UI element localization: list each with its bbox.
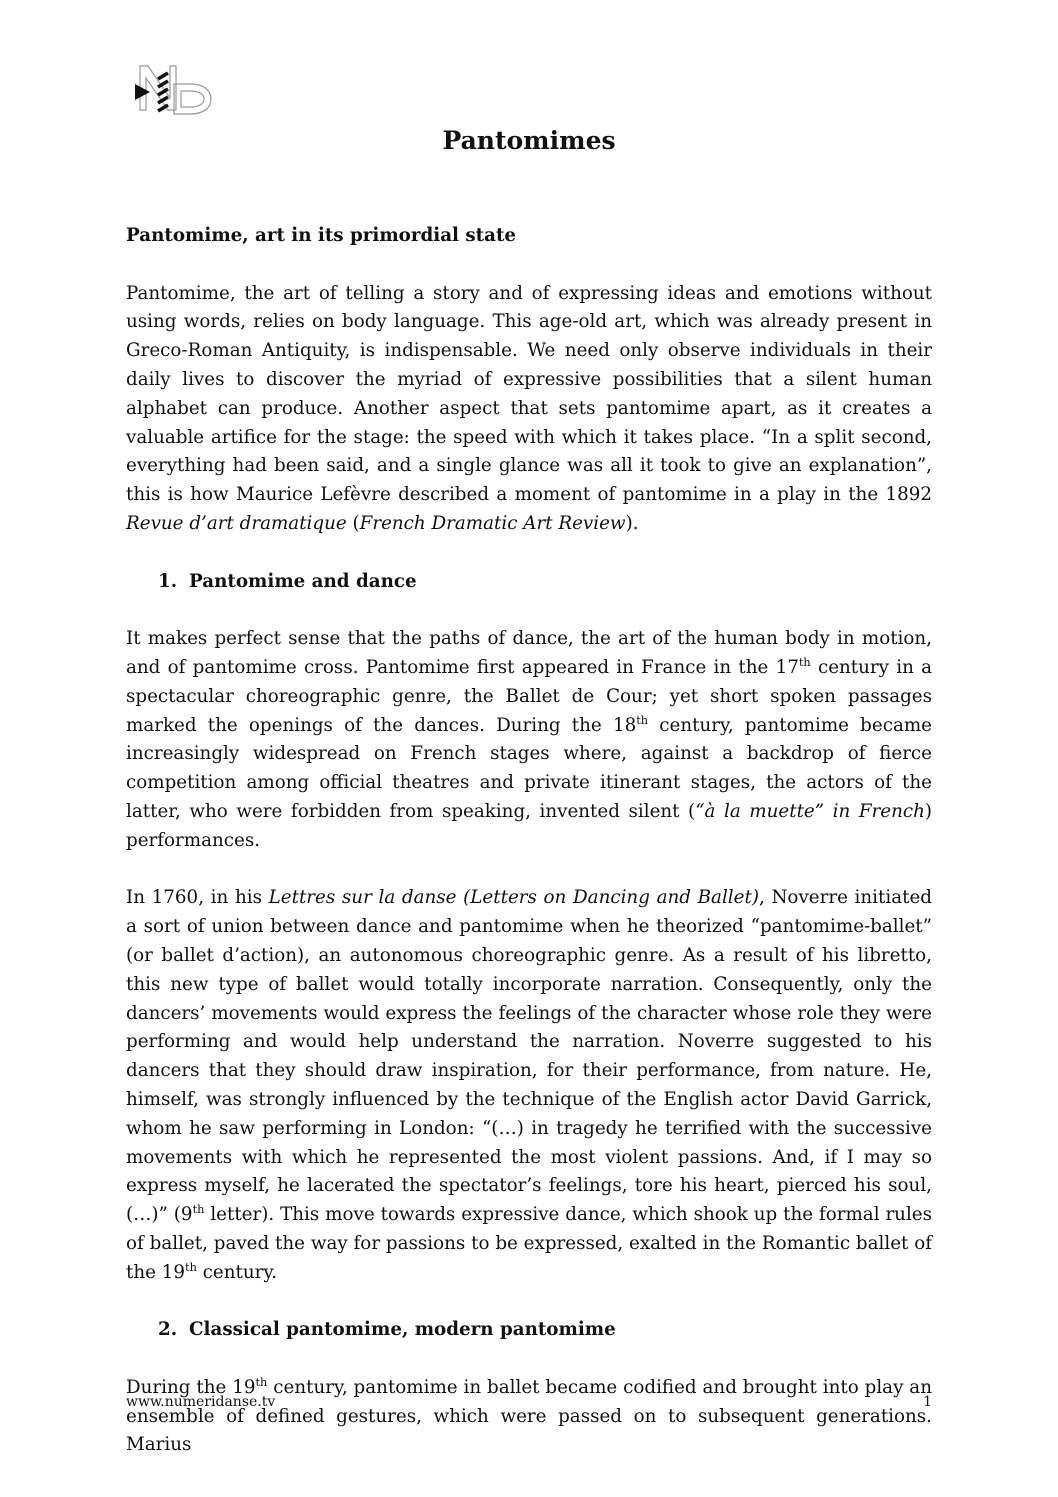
superscript: th	[192, 1202, 205, 1216]
page-title: Pantomimes	[442, 126, 616, 155]
text-run: century, pantomime in ballet became codified and brought into play an ensemble of defined gestures, which were passed on to subsequent generations. Marius	[126, 1376, 932, 1456]
superscript: th	[798, 654, 811, 669]
section2-paragraph-1	[126, 1374, 932, 1460]
section-heading-1	[158, 568, 932, 597]
italic-title: Lettres sur la danse (Letters on Dancing and Ballet)	[268, 887, 759, 909]
text-run: century.	[196, 1261, 278, 1283]
text-run: In 1760, in his	[126, 887, 269, 909]
section-heading-2	[158, 1316, 932, 1345]
superscript: th	[255, 1374, 268, 1389]
text-run: , Noverre initiated a sort of union between dance and pantomime when he theorized “pantomime-ballet” (or ballet d’action), an autonomous choreographic genre. As a result of his libretto, this new type of ballet would totally incorporate narration. Consequently, only the dancers’ movements would express the feelings of the character whose role they were performing and would help understand the narration. Noverre suggested to his dancers that they should draw inspiration, for their performance, from nature. He, himself, was strongly influenced by the technique of the English actor David Garrick, whom he saw performing in London: “(…) in tragedy he terrified with the successive movements with which he represented the most violent passions. And, if I may so express myself, he lacerated the spectator’s feelings, tore his heart, pierced his soul, (…)” (9	[126, 887, 932, 1226]
italic-title: Revue d’art dramatique	[126, 512, 347, 534]
text-run: letter). This move towards expressive dance, which shook up the formal rules of ballet, paved the way for passions to be expressed, exalted in the Romantic ballet of the 19	[126, 1204, 933, 1283]
document-body	[126, 222, 932, 1460]
section-title: Classical pantomime, modern pantomime	[189, 1319, 616, 1341]
text-run: century, pantomime became increasingly widespread on French stages where, against a backdrop of fierce competition among official theatres and private itinerant stages, the actors of the latter, who were forbidden from speaking, invented silent (	[126, 714, 932, 822]
section-title: Pantomime and dance	[189, 570, 417, 592]
section1-paragraph-1	[126, 625, 932, 855]
text-run: (	[346, 512, 360, 534]
intro-paragraph	[126, 280, 932, 539]
superscript: th	[636, 712, 649, 727]
italic-title: French Dramatic Art Review	[359, 512, 626, 534]
italic-phrase: “à la muette” in French	[695, 800, 925, 822]
text-run: During the 19	[126, 1376, 256, 1398]
nd-logo-icon	[134, 62, 214, 116]
section1-paragraph-2	[126, 884, 932, 1287]
text-run: It makes perfect sense that the paths of dance, the art of the human body in motion, and of pantomime cross. Pantomime first appeared in France in the 17	[126, 628, 932, 678]
section-number: 2.	[158, 1319, 178, 1341]
text-run: ).	[625, 512, 639, 534]
page-number: 1	[923, 1394, 932, 1410]
footer-website: www.numeridanse.tv	[126, 1394, 276, 1410]
section-number: 1.	[158, 570, 178, 592]
superscript: th	[185, 1259, 197, 1274]
intro-heading: Pantomime, art in its primordial state	[126, 225, 517, 246]
text-run: ) performances.	[126, 800, 933, 851]
text-run: Pantomime, the art of telling a story and of expressing ideas and emotions without using words, relies on body language. This age-old art, which was already present in Greco-Roman Antiquity, is indispensable. We need only observe individuals in their daily lives to discover the myriad of expressive possibilities that a silent human alphabet can produce. Another aspect that sets pantomime apart, as it creates a valuable artifice for the stage: the speed with which it takes place. “In a split second, everything had been said, and a single glance was all it took to give an explanation”, this is how Maurice Lefèvre described a moment of pantomime in a play in the 1892	[126, 282, 932, 506]
text-run: century in a spectacular choreographic genre, the Ballet de Cour; yet short spoken passages marked the openings of the dances. During the 18	[126, 656, 932, 736]
